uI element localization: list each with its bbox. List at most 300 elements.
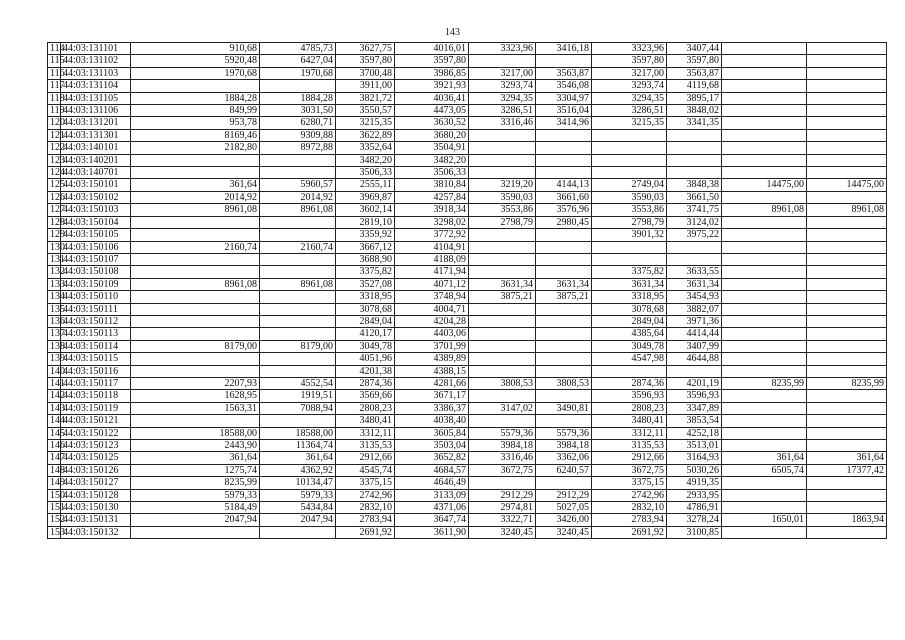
table-row xyxy=(48,191,887,203)
table-row xyxy=(48,278,887,290)
value-cell: 2047,94 xyxy=(131,514,260,526)
value-cell: 3217,00 xyxy=(592,67,667,79)
value-cell: 3895,17 xyxy=(667,92,722,104)
value-cell xyxy=(131,315,260,327)
value-cell xyxy=(469,340,536,352)
value-cell: 8169,46 xyxy=(131,129,260,141)
value-cell xyxy=(469,303,536,315)
value-cell: 1650,01 xyxy=(722,514,807,526)
value-cell xyxy=(807,92,887,104)
value-cell xyxy=(592,129,667,141)
value-cell: 8972,88 xyxy=(260,142,336,154)
value-cell xyxy=(469,229,536,241)
value-cell xyxy=(469,328,536,340)
value-cell: 3918,34 xyxy=(395,204,469,216)
table-row xyxy=(48,167,887,179)
value-cell xyxy=(131,365,260,377)
value-cell xyxy=(260,365,336,377)
value-cell: 3569,66 xyxy=(336,390,395,402)
value-cell: 3921,93 xyxy=(395,80,469,92)
data-table xyxy=(47,42,887,539)
value-cell xyxy=(131,154,260,166)
value-cell: 3480,41 xyxy=(336,415,395,427)
value-cell: 3322,71 xyxy=(469,514,536,526)
value-cell: 8235,99 xyxy=(131,477,260,489)
value-cell xyxy=(469,353,536,365)
value-cell: 5184,49 xyxy=(131,502,260,514)
value-cell xyxy=(807,415,887,427)
value-cell: 4171,94 xyxy=(395,266,469,278)
value-cell: 3316,46 xyxy=(469,452,536,464)
value-cell xyxy=(807,502,887,514)
value-cell xyxy=(469,315,536,327)
value-cell: 3294,35 xyxy=(592,92,667,104)
value-cell: 18588,00 xyxy=(131,427,260,439)
value-cell: 3661,60 xyxy=(536,191,592,203)
table-row xyxy=(48,303,887,315)
value-cell xyxy=(807,477,887,489)
value-cell xyxy=(260,154,336,166)
value-cell: 2182,80 xyxy=(131,142,260,154)
value-cell xyxy=(722,278,807,290)
value-cell xyxy=(722,154,807,166)
value-cell: 1863,94 xyxy=(807,514,887,526)
value-cell: 3848,38 xyxy=(667,179,722,191)
value-cell xyxy=(807,241,887,253)
value-cell: 3810,84 xyxy=(395,179,469,191)
value-cell: 4119,68 xyxy=(667,80,722,92)
value-cell: 3323,96 xyxy=(592,43,667,55)
value-cell: 3984,18 xyxy=(469,440,536,452)
row-number-cell: 142 xyxy=(48,390,61,402)
value-cell: 3984,18 xyxy=(536,440,592,452)
value-cell: 4684,57 xyxy=(395,464,469,476)
value-cell: 5960,57 xyxy=(260,179,336,191)
value-cell: 3414,96 xyxy=(536,117,592,129)
value-cell xyxy=(807,167,887,179)
row-number-cell: 132 xyxy=(48,266,61,278)
value-cell xyxy=(469,154,536,166)
row-number-cell: 121 xyxy=(48,129,61,141)
table-row xyxy=(48,328,887,340)
value-cell: 3503,04 xyxy=(395,440,469,452)
value-cell: 7088,94 xyxy=(260,402,336,414)
value-cell xyxy=(667,142,722,154)
value-cell xyxy=(536,415,592,427)
value-cell: 2912,29 xyxy=(469,489,536,501)
value-cell: 3631,34 xyxy=(536,278,592,290)
value-cell: 3631,34 xyxy=(469,278,536,290)
cadastral-code-cell: 44:03:150132 xyxy=(61,526,131,538)
value-cell: 3215,35 xyxy=(592,117,667,129)
value-cell xyxy=(807,43,887,55)
row-number-cell: 128 xyxy=(48,216,61,228)
row-number-cell: 126 xyxy=(48,191,61,203)
row-number-cell: 150 xyxy=(48,489,61,501)
value-cell: 4036,41 xyxy=(395,92,469,104)
value-cell: 4552,54 xyxy=(260,377,336,389)
cadastral-code-cell: 44:03:150131 xyxy=(61,514,131,526)
value-cell xyxy=(469,266,536,278)
table-row xyxy=(48,291,887,303)
row-number-cell: 148 xyxy=(48,464,61,476)
value-cell: 3986,85 xyxy=(395,67,469,79)
value-cell: 3631,34 xyxy=(592,278,667,290)
value-cell: 8961,08 xyxy=(131,278,260,290)
value-cell: 3347,89 xyxy=(667,402,722,414)
table-row xyxy=(48,105,887,117)
value-cell: 4201,38 xyxy=(336,365,395,377)
value-cell: 3672,75 xyxy=(592,464,667,476)
value-cell: 9309,88 xyxy=(260,129,336,141)
value-cell xyxy=(807,117,887,129)
value-cell: 2047,94 xyxy=(260,514,336,526)
value-cell xyxy=(807,489,887,501)
cadastral-code-cell: 44:03:131101 xyxy=(61,43,131,55)
value-cell: 5979,33 xyxy=(260,489,336,501)
row-number-cell: 137 xyxy=(48,328,61,340)
value-cell: 10134,47 xyxy=(260,477,336,489)
value-cell: 3215,35 xyxy=(336,117,395,129)
value-cell xyxy=(469,241,536,253)
value-cell: 14475,00 xyxy=(722,179,807,191)
value-cell: 1970,68 xyxy=(131,67,260,79)
value-cell: 8961,08 xyxy=(722,204,807,216)
value-cell xyxy=(807,191,887,203)
value-cell: 1919,51 xyxy=(260,390,336,402)
value-cell: 3597,80 xyxy=(395,55,469,67)
cadastral-code-cell: 44:03:150108 xyxy=(61,266,131,278)
cadastral-code-cell: 44:03:150122 xyxy=(61,427,131,439)
row-number-cell: 135 xyxy=(48,303,61,315)
value-cell: 4144,13 xyxy=(536,179,592,191)
row-number-cell: 134 xyxy=(48,291,61,303)
cadastral-code-cell: 44:03:150109 xyxy=(61,278,131,290)
value-cell xyxy=(131,415,260,427)
value-cell xyxy=(469,167,536,179)
value-cell: 3217,00 xyxy=(469,67,536,79)
value-cell xyxy=(722,92,807,104)
value-cell: 2691,92 xyxy=(336,526,395,538)
value-cell: 3853,54 xyxy=(667,415,722,427)
value-cell: 3407,99 xyxy=(667,340,722,352)
row-number-cell: 117 xyxy=(48,80,61,92)
row-number-cell: 144 xyxy=(48,415,61,427)
table-row xyxy=(48,502,887,514)
row-number-cell: 124 xyxy=(48,167,61,179)
table-row xyxy=(48,229,887,241)
cadastral-code-cell: 44:03:131105 xyxy=(61,92,131,104)
value-cell: 3482,20 xyxy=(395,154,469,166)
value-cell xyxy=(260,291,336,303)
cadastral-code-cell: 44:03:131301 xyxy=(61,129,131,141)
value-cell xyxy=(807,278,887,290)
table-row xyxy=(48,415,887,427)
value-cell: 3362,06 xyxy=(536,452,592,464)
value-cell xyxy=(807,328,887,340)
cadastral-code-cell: 44:03:140101 xyxy=(61,142,131,154)
value-cell xyxy=(667,167,722,179)
value-cell: 6280,71 xyxy=(260,117,336,129)
value-cell: 3298,02 xyxy=(395,216,469,228)
value-cell: 8179,00 xyxy=(260,340,336,352)
row-number-cell: 136 xyxy=(48,315,61,327)
value-cell xyxy=(722,365,807,377)
value-cell xyxy=(722,353,807,365)
cadastral-code-cell: 44:03:150130 xyxy=(61,502,131,514)
value-cell xyxy=(260,229,336,241)
value-cell xyxy=(722,489,807,501)
value-cell xyxy=(722,440,807,452)
value-cell: 4038,40 xyxy=(395,415,469,427)
value-cell: 3611,90 xyxy=(395,526,469,538)
value-cell xyxy=(722,526,807,538)
value-cell xyxy=(536,266,592,278)
value-cell: 3563,87 xyxy=(536,67,592,79)
row-number-cell: 151 xyxy=(48,502,61,514)
value-cell xyxy=(260,526,336,538)
cadastral-code-cell: 44:03:150127 xyxy=(61,477,131,489)
value-cell: 2974,81 xyxy=(469,502,536,514)
value-cell: 3482,20 xyxy=(336,154,395,166)
value-cell xyxy=(722,142,807,154)
value-cell xyxy=(722,43,807,55)
value-cell xyxy=(469,477,536,489)
value-cell: 3590,03 xyxy=(592,191,667,203)
value-cell: 4188,09 xyxy=(395,253,469,265)
value-cell: 2849,04 xyxy=(592,315,667,327)
value-cell: 3969,87 xyxy=(336,191,395,203)
value-cell xyxy=(722,191,807,203)
value-cell: 3901,32 xyxy=(592,229,667,241)
value-cell: 3631,34 xyxy=(667,278,722,290)
value-cell: 2160,74 xyxy=(131,241,260,253)
value-cell: 3416,18 xyxy=(536,43,592,55)
value-cell: 2912,29 xyxy=(536,489,592,501)
value-cell: 2742,96 xyxy=(336,489,395,501)
table-row xyxy=(48,477,887,489)
value-cell: 3550,57 xyxy=(336,105,395,117)
row-number-cell: 120 xyxy=(48,117,61,129)
value-cell: 5579,36 xyxy=(469,427,536,439)
value-cell: 5579,36 xyxy=(536,427,592,439)
value-cell: 1884,28 xyxy=(260,92,336,104)
value-cell: 2783,94 xyxy=(336,514,395,526)
value-cell xyxy=(722,229,807,241)
cadastral-code-cell: 44:03:150121 xyxy=(61,415,131,427)
table-row xyxy=(48,440,887,452)
value-cell xyxy=(722,117,807,129)
row-number-cell: 123 xyxy=(48,154,61,166)
value-cell xyxy=(722,340,807,352)
value-cell: 3772,92 xyxy=(395,229,469,241)
value-cell: 3821,72 xyxy=(336,92,395,104)
value-cell xyxy=(536,477,592,489)
value-cell: 4371,06 xyxy=(395,502,469,514)
table-row xyxy=(48,514,887,526)
value-cell: 3630,52 xyxy=(395,117,469,129)
value-cell: 3375,82 xyxy=(592,266,667,278)
value-cell: 5027,05 xyxy=(536,502,592,514)
table-row xyxy=(48,402,887,414)
value-cell xyxy=(722,303,807,315)
value-cell xyxy=(469,365,536,377)
cadastral-code-cell: 44:03:150117 xyxy=(61,377,131,389)
value-cell: 4257,84 xyxy=(395,191,469,203)
table-body xyxy=(48,43,887,539)
value-cell xyxy=(807,402,887,414)
value-cell xyxy=(592,253,667,265)
value-cell xyxy=(131,266,260,278)
value-cell xyxy=(260,303,336,315)
value-cell: 3490,81 xyxy=(536,402,592,414)
row-number-cell: 145 xyxy=(48,427,61,439)
value-cell xyxy=(260,415,336,427)
value-cell xyxy=(260,253,336,265)
value-cell xyxy=(260,80,336,92)
cadastral-code-cell: 44:03:140201 xyxy=(61,154,131,166)
value-cell: 3100,85 xyxy=(667,526,722,538)
value-cell: 2832,10 xyxy=(336,502,395,514)
value-cell xyxy=(807,353,887,365)
value-cell xyxy=(131,328,260,340)
value-cell xyxy=(807,365,887,377)
value-cell xyxy=(722,167,807,179)
table-row xyxy=(48,154,887,166)
value-cell: 4547,98 xyxy=(592,353,667,365)
value-cell: 4201,19 xyxy=(667,377,722,389)
value-cell xyxy=(536,142,592,154)
value-cell xyxy=(131,291,260,303)
value-cell: 3911,00 xyxy=(336,80,395,92)
value-cell: 3504,91 xyxy=(395,142,469,154)
value-cell: 4004,71 xyxy=(395,303,469,315)
value-cell: 2691,92 xyxy=(592,526,667,538)
value-cell: 2798,79 xyxy=(469,216,536,228)
value-cell xyxy=(536,365,592,377)
value-cell: 3597,80 xyxy=(336,55,395,67)
value-cell: 2808,23 xyxy=(592,402,667,414)
value-cell: 361,64 xyxy=(260,452,336,464)
value-cell xyxy=(469,55,536,67)
cadastral-code-cell: 44:03:131103 xyxy=(61,67,131,79)
cadastral-code-cell: 44:03:131102 xyxy=(61,55,131,67)
table-row xyxy=(48,241,887,253)
value-cell: 3672,75 xyxy=(469,464,536,476)
value-cell: 1563,31 xyxy=(131,402,260,414)
value-cell xyxy=(131,167,260,179)
value-cell xyxy=(536,253,592,265)
value-cell: 3506,33 xyxy=(395,167,469,179)
value-cell: 3516,04 xyxy=(536,105,592,117)
row-number-cell: 143 xyxy=(48,402,61,414)
cadastral-code-cell: 44:03:131104 xyxy=(61,80,131,92)
value-cell: 3386,37 xyxy=(395,402,469,414)
value-cell: 3848,02 xyxy=(667,105,722,117)
value-cell xyxy=(722,328,807,340)
value-cell: 1884,28 xyxy=(131,92,260,104)
value-cell xyxy=(131,229,260,241)
value-cell: 3808,53 xyxy=(469,377,536,389)
value-cell xyxy=(807,229,887,241)
value-cell: 3312,11 xyxy=(336,427,395,439)
value-cell: 3454,93 xyxy=(667,291,722,303)
value-cell: 3576,96 xyxy=(536,204,592,216)
value-cell xyxy=(807,67,887,79)
table-row xyxy=(48,526,887,538)
value-cell: 3318,95 xyxy=(592,291,667,303)
row-number-cell: 118 xyxy=(48,92,61,104)
value-cell: 361,64 xyxy=(722,452,807,464)
value-cell: 3975,22 xyxy=(667,229,722,241)
cadastral-code-cell: 44:03:150110 xyxy=(61,291,131,303)
value-cell: 5030,26 xyxy=(667,464,722,476)
value-cell: 3605,84 xyxy=(395,427,469,439)
value-cell xyxy=(536,241,592,253)
value-cell: 3553,86 xyxy=(592,204,667,216)
value-cell: 4071,12 xyxy=(395,278,469,290)
value-cell: 4389,89 xyxy=(395,353,469,365)
value-cell: 3553,86 xyxy=(469,204,536,216)
row-number-cell: 130 xyxy=(48,241,61,253)
value-cell xyxy=(536,340,592,352)
value-cell xyxy=(807,340,887,352)
value-cell xyxy=(667,365,722,377)
value-cell: 3506,33 xyxy=(336,167,395,179)
table-row xyxy=(48,489,887,501)
row-number-cell: 122 xyxy=(48,142,61,154)
table-row xyxy=(48,377,887,389)
value-cell: 361,64 xyxy=(807,452,887,464)
row-number-cell: 152 xyxy=(48,514,61,526)
value-cell: 3049,78 xyxy=(336,340,395,352)
value-cell xyxy=(807,55,887,67)
value-cell: 8961,08 xyxy=(260,204,336,216)
value-cell: 8961,08 xyxy=(260,278,336,290)
value-cell xyxy=(667,129,722,141)
value-cell: 1275,74 xyxy=(131,464,260,476)
value-cell xyxy=(722,390,807,402)
value-cell: 8961,08 xyxy=(131,204,260,216)
cadastral-code-cell: 44:03:150119 xyxy=(61,402,131,414)
value-cell xyxy=(536,303,592,315)
table-row xyxy=(48,340,887,352)
table-row xyxy=(48,365,887,377)
value-cell xyxy=(592,154,667,166)
value-cell xyxy=(469,390,536,402)
value-cell: 3661,50 xyxy=(667,191,722,203)
value-cell: 2207,93 xyxy=(131,377,260,389)
value-cell: 3808,53 xyxy=(536,377,592,389)
value-cell xyxy=(807,440,887,452)
value-cell: 910,68 xyxy=(131,43,260,55)
row-number-cell: 131 xyxy=(48,253,61,265)
value-cell: 8235,99 xyxy=(807,377,887,389)
value-cell xyxy=(722,241,807,253)
table-row xyxy=(48,43,887,55)
value-cell: 3597,80 xyxy=(667,55,722,67)
value-cell: 4403,06 xyxy=(395,328,469,340)
value-cell: 3701,99 xyxy=(395,340,469,352)
value-cell: 17377,42 xyxy=(807,464,887,476)
row-number-cell: 129 xyxy=(48,229,61,241)
row-number-cell: 125 xyxy=(48,179,61,191)
value-cell xyxy=(592,241,667,253)
value-cell xyxy=(722,315,807,327)
value-cell xyxy=(807,129,887,141)
row-number-cell: 116 xyxy=(48,67,61,79)
table-row xyxy=(48,452,887,464)
